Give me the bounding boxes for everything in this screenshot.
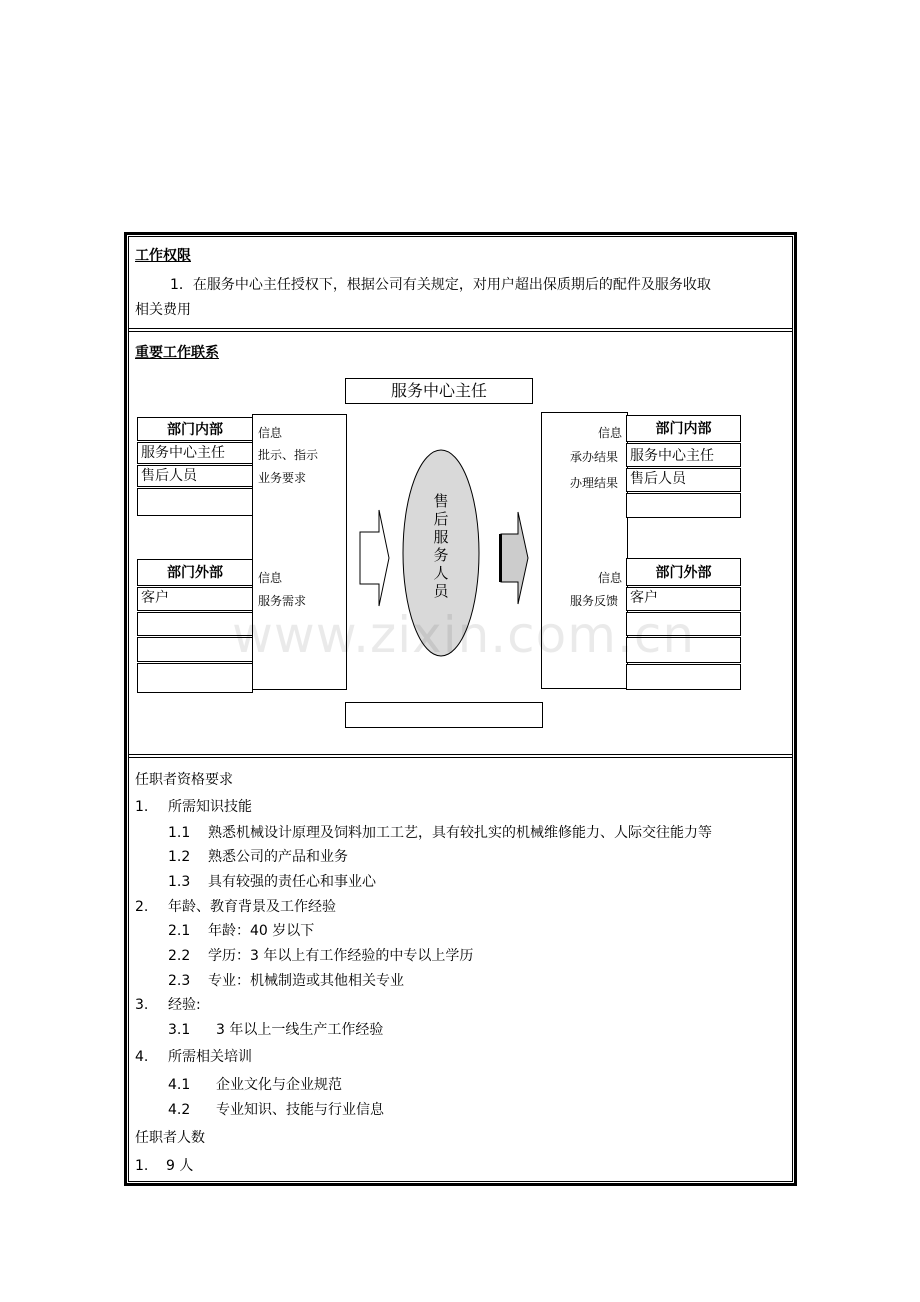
item-number: 2.3 [168, 973, 191, 989]
authority-heading: 工作权限 [135, 248, 191, 264]
right-external-header: 部门外部 [626, 558, 741, 586]
item-text: 年龄：40 岁以下 [208, 923, 315, 939]
left-external-row: 客户 [137, 587, 253, 611]
right-arrow-icon [494, 506, 532, 610]
right-external-label: 服务反馈 [570, 594, 619, 608]
item-number: 4.1 [168, 1077, 191, 1093]
qualifications-heading: 任职者资格要求 [135, 772, 233, 788]
watermark: www.zixin.com.cn [232, 606, 696, 664]
left-internal-label: 信息 [258, 426, 283, 440]
headcount-value: 9 人 [166, 1158, 194, 1174]
bottom-empty-box [345, 702, 543, 728]
right-internal-label: 承办结果 [570, 450, 619, 464]
section-number: 3. [135, 997, 149, 1013]
item-text: 学历：3 年以上有工作经验的中专以上学历 [208, 948, 474, 964]
headcount-number: 1. [135, 1158, 149, 1174]
item-text: 3 年以上一线生产工作经验 [216, 1022, 384, 1038]
left-external-row [137, 663, 253, 693]
item-text: 企业文化与企业规范 [216, 1077, 342, 1093]
right-arrow-icon [355, 506, 393, 610]
item-number: 1.2 [168, 849, 191, 865]
left-internal-label: 业务要求 [258, 471, 307, 485]
right-internal-label: 办理结果 [570, 476, 619, 490]
right-internal-row: 售后人员 [626, 468, 741, 492]
right-internal-label: 信息 [598, 426, 623, 440]
top-box-service-director: 服务中心主任 [345, 378, 533, 404]
authority-text-line1: 1．在服务中心主任授权下，根据公司有关规定，对用户超出保质期后的配件及服务收取 [170, 277, 711, 293]
item-number: 3.1 [168, 1022, 191, 1038]
section-title: 年龄、教育背景及工作经验 [168, 899, 336, 915]
item-text: 熟悉机械设计原理及饲料加工工艺，具有较扎实的机械维修能力、人际交往能力等 [208, 825, 712, 841]
center-oval-char: 人 [433, 564, 449, 582]
section-number: 1. [135, 799, 149, 815]
item-text: 熟悉公司的产品和业务 [208, 849, 348, 865]
left-external-label: 服务需求 [258, 594, 307, 608]
right-internal-row: 服务中心主任 [626, 443, 741, 467]
section-divider [128, 754, 793, 758]
center-oval-char: 务 [433, 546, 449, 564]
item-text: 具有较强的责任心和事业心 [208, 874, 376, 890]
center-oval-char: 售 [433, 492, 449, 510]
center-oval-char: 服 [433, 528, 449, 546]
section-title: 所需知识技能 [168, 799, 252, 815]
left-internal-row: 售后人员 [137, 465, 253, 487]
right-external-label: 信息 [598, 571, 623, 585]
item-number: 1.1 [168, 825, 191, 841]
section-title: 所需相关培训 [168, 1049, 252, 1065]
headcount-heading: 任职者人数 [135, 1130, 205, 1146]
section-divider [128, 328, 793, 332]
right-internal-header: 部门内部 [626, 415, 741, 442]
section-number: 4. [135, 1049, 149, 1065]
left-internal-header: 部门内部 [137, 417, 253, 441]
section-number: 2. [135, 899, 149, 915]
left-external-header: 部门外部 [137, 559, 253, 586]
relations-heading: 重要工作联系 [135, 345, 219, 361]
item-text: 专业：机械制造或其他相关专业 [208, 973, 404, 989]
left-internal-row: 服务中心主任 [137, 442, 253, 464]
left-external-label: 信息 [258, 571, 283, 585]
right-internal-row [626, 493, 741, 518]
left-internal-label: 批示、指示 [258, 448, 319, 462]
center-oval-char: 后 [433, 510, 449, 528]
item-number: 1.3 [168, 874, 191, 890]
item-number: 2.2 [168, 948, 191, 964]
center-oval-char: 员 [433, 582, 449, 600]
item-text: 专业知识、技能与行业信息 [216, 1102, 384, 1118]
left-internal-row [137, 488, 253, 516]
item-number: 4.2 [168, 1102, 191, 1118]
section-title: 经验: [168, 997, 201, 1013]
authority-text-line2: 相关费用 [135, 302, 191, 318]
right-external-row [626, 664, 741, 690]
item-number: 2.1 [168, 923, 191, 939]
right-external-row: 客户 [626, 587, 741, 611]
